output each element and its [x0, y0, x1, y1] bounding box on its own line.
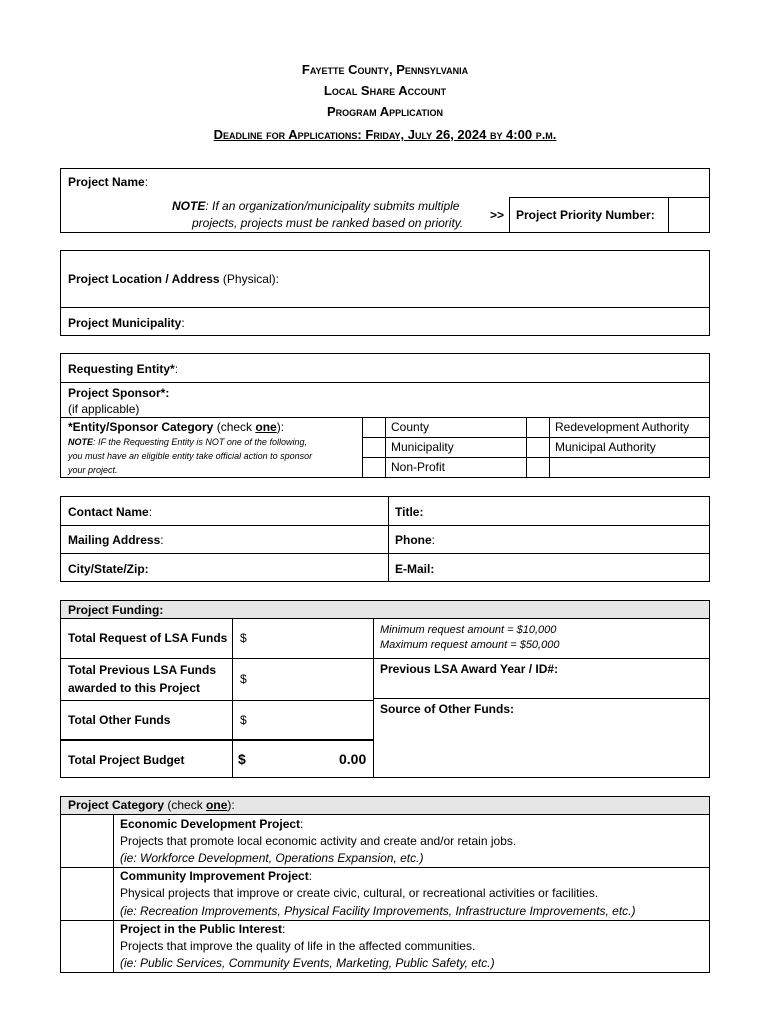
mailing-address-label: Mailing Address: — [68, 533, 164, 547]
source-other-funds-label: Source of Other Funds: — [380, 702, 515, 716]
economic-development-title: Economic Development Project: — [120, 817, 304, 831]
category-label: *Entity/Sponsor Category (check one): — [68, 420, 285, 434]
requesting-entity-label: Requesting Entity*: — [68, 362, 179, 376]
title-account: Local Share Account — [323, 83, 447, 98]
economic-development-example: (ie: Workforce Development, Operations Expansion, etc.) — [120, 851, 424, 865]
previous-funds-input[interactable] — [252, 660, 370, 698]
location-input[interactable] — [280, 254, 705, 304]
checkbox-community-improvement[interactable] — [61, 868, 113, 920]
phone-input[interactable] — [440, 527, 705, 551]
option-municipality: Municipality — [391, 440, 454, 454]
sponsor-sublabel: (if applicable) — [68, 402, 140, 416]
priority-number-label: Project Priority Number: — [516, 208, 655, 222]
project-name-input[interactable] — [150, 170, 705, 194]
phone-label: Phone: — [395, 533, 436, 547]
contact-name-label: Contact Name: — [68, 505, 153, 519]
total-request-currency: $ — [240, 631, 247, 645]
location-label: Project Location / Address (Physical): — [68, 272, 279, 286]
other-funds-currency: $ — [240, 713, 247, 727]
community-improvement-desc: Physical projects that improve or create civic, cultural, or recreational activities or facilities. — [120, 886, 599, 900]
checkbox-municipal-authority[interactable] — [527, 438, 549, 457]
municipality-input[interactable] — [190, 310, 705, 334]
previous-award-input[interactable] — [380, 678, 705, 696]
entity-note-line2: you must have an eligible entity take official action to sponsor — [68, 451, 313, 461]
sponsor-input[interactable] — [175, 385, 705, 415]
economic-development-desc: Projects that promote local economic activity and create and/or retain jobs. — [120, 834, 517, 848]
title-county: Fayette County, Pennsylvania — [301, 62, 469, 77]
checkbox-non-profit[interactable] — [363, 458, 385, 477]
title-input[interactable] — [435, 498, 705, 523]
city-state-zip-label: City/State/Zip: — [68, 562, 149, 576]
option-county: County — [391, 420, 430, 434]
funding-header: Project Funding: — [68, 603, 164, 617]
sponsor-label: Project Sponsor*: — [68, 386, 170, 400]
checkbox-municipality[interactable] — [363, 438, 385, 457]
max-request-note: Maximum request amount = $50,000 — [380, 639, 560, 651]
option-municipal-authority: Municipal Authority — [555, 440, 656, 454]
priority-number-input[interactable] — [668, 197, 710, 233]
previous-funds-label: Total Previous LSA Funds — [68, 663, 217, 677]
total-request-label: Total Request of LSA Funds — [68, 631, 228, 645]
contact-name-input[interactable] — [160, 498, 385, 523]
checkbox-economic-development[interactable] — [61, 815, 113, 867]
other-funds-label: Total Other Funds — [68, 713, 171, 727]
priority-note: NOTE: If an organization/municipality submits multiple — [172, 199, 460, 213]
previous-funds-label-line2: awarded to this Project — [68, 681, 201, 695]
public-interest-title: Project in the Public Interest: — [120, 922, 286, 936]
total-budget-label: Total Project Budget — [68, 753, 185, 767]
total-budget-value: 0.00 — [339, 751, 367, 767]
source-other-funds-input[interactable] — [380, 718, 705, 774]
community-improvement-title: Community Improvement Project: — [120, 869, 313, 883]
entity-note-line3: your project. — [68, 465, 118, 475]
checkbox-redevelopment-authority[interactable] — [527, 418, 549, 437]
title-program: Program Application — [326, 104, 444, 119]
option-non-profit: Non-Profit — [391, 460, 446, 474]
priority-note-line2: projects, projects must be ranked based on priority. — [192, 216, 464, 230]
category-header: Project Category (check one): — [68, 798, 235, 812]
entity-note: NOTE: IF the Requesting Entity is NOT one of the following, — [68, 437, 307, 447]
public-interest-example: (ie: Public Services, Community Events, Marketing, Public Safety, etc.) — [120, 956, 495, 970]
requesting-entity-input[interactable] — [185, 356, 705, 380]
deadline-line: Deadline for Applications: Friday, July 26, 2024 by 4:00 p.m. — [213, 127, 557, 142]
checkbox-public-interest[interactable] — [61, 921, 113, 972]
public-interest-desc: Projects that improve the quality of life in the affected communities. — [120, 939, 476, 953]
email-input[interactable] — [440, 555, 705, 580]
email-label: E-Mail: — [395, 562, 435, 576]
total-budget-currency: $ — [238, 751, 246, 767]
option-redevelopment-authority: Redevelopment Authority — [555, 420, 690, 434]
mailing-address-input[interactable] — [170, 527, 385, 551]
total-request-input[interactable] — [252, 620, 370, 656]
project-name-label: Project Name: — [68, 175, 149, 189]
other-funds-input[interactable] — [252, 702, 370, 737]
arrow-indicator: >> — [490, 208, 505, 222]
min-request-note: Minimum request amount = $10,000 — [380, 624, 557, 636]
checkbox-county[interactable] — [363, 418, 385, 437]
community-improvement-example: (ie: Recreation Improvements, Physical Facility Improvements, Infrastructure Improvements, etc.) — [120, 904, 636, 918]
municipality-label: Project Municipality: — [68, 316, 185, 330]
city-state-zip-input[interactable] — [160, 555, 385, 580]
previous-award-label: Previous LSA Award Year / ID#: — [380, 662, 559, 676]
title-label: Title: — [395, 505, 424, 519]
previous-funds-currency: $ — [240, 672, 247, 686]
